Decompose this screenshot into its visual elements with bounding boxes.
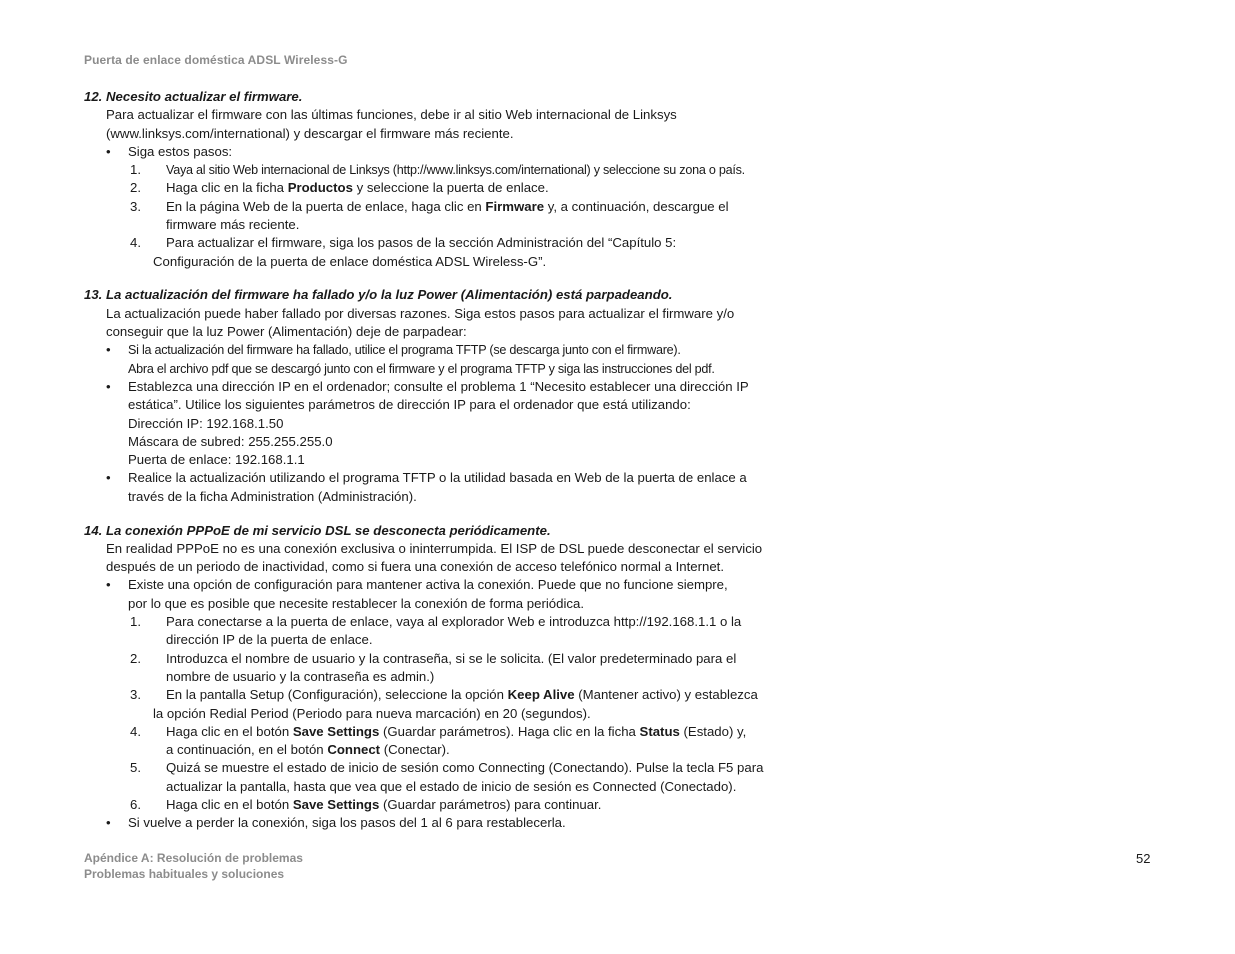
step-emphasis: Connect [327, 742, 381, 758]
question-number: 13. [84, 287, 103, 303]
step-number: 3. [130, 687, 141, 703]
bullet-item [84, 814, 784, 832]
footer [84, 850, 303, 882]
step-number: 2. [130, 650, 141, 666]
footer-section: Problemas habituales y soluciones [84, 867, 285, 881]
step-item [84, 796, 784, 814]
step-continuation: firmware más reciente. [166, 217, 300, 233]
bullet-text: Realice la actualización utilizando el programa TFTP o la utilidad basada en Web de la puerta de enlace a [128, 470, 747, 486]
step-emphasis: Save Settings [292, 796, 380, 812]
step-item [84, 234, 784, 271]
section-14 [84, 522, 784, 833]
step-text: Haga clic en el botón [166, 796, 293, 812]
step-continuation: actualizar la pantalla, hasta que vea que el estado de inicio de sesión es Connected (Conectado). [166, 778, 737, 794]
bullet-text: Abra el archivo pdf que se descargó junto con el firmware y el programa TFTP y siga las instrucciones del pdf. [128, 361, 715, 376]
question-number: 12. [84, 89, 103, 104]
intro-line: (www.linksys.com/international) y descargar el firmware más reciente. [106, 125, 514, 141]
step-text: Haga clic en la ficha [166, 180, 288, 196]
bullet-glyph: • [106, 342, 111, 358]
step-item [84, 198, 784, 235]
step-text: Quizá se muestre el estado de inicio de sesión como Connecting (Conectando). Pulse la tecla F5 para [166, 760, 764, 776]
step-text: Introduzca el nombre de usuario y la contraseña, si se le solicita. (El valor predeterminado para el [166, 650, 737, 666]
bullet-text: Si vuelve a perder la conexión, siga los pasos del 1 al 6 para restablecerla. [128, 815, 566, 831]
question-text: La conexión PPPoE de mi servicio DSL se desconecta periódicamente. [106, 522, 551, 538]
gateway-setting: Puerta de enlace: 192.168.1.1 [128, 452, 305, 468]
step-item [84, 179, 784, 197]
bullet-glyph: • [106, 143, 111, 159]
step-emphasis: Status [639, 723, 680, 739]
step-number: 4. [130, 235, 141, 251]
step-continuation: Configuración de la puerta de enlace doméstica ADSL Wireless-G”. [153, 253, 547, 269]
bullet-item [84, 143, 784, 161]
step-number: 2. [130, 180, 141, 196]
step-text: y, a continuación, descargue el [544, 198, 729, 214]
ip-address-setting: Dirección IP: 192.168.1.50 [128, 415, 284, 431]
step-continuation: dirección IP de la puerta de enlace. [166, 632, 373, 648]
step-number: 5. [130, 760, 141, 776]
question-title [84, 522, 784, 540]
footer-chapter: Apéndice A: Resolución de problemas [84, 851, 303, 865]
step-item [84, 161, 784, 179]
running-header: Puerta de enlace doméstica ADSL Wireless-G [84, 53, 348, 67]
bullet-text: Establezca una dirección IP en el ordenador; consulte el problema 1 “Necesito establecer una dirección IP [128, 378, 749, 394]
step-number: 1. [130, 614, 141, 630]
step-text: (Conectar). [380, 742, 450, 758]
bullet-text: través de la ficha Administration (Administración). [128, 488, 417, 504]
intro-line: después de un periodo de inactividad, como si fuera una conexión de acceso telefónico normal a Internet. [106, 559, 725, 575]
step-continuation [166, 741, 784, 759]
bullet-text: Existe una opción de configuración para mantener activa la conexión. Puede que no funcione siempre, [128, 577, 728, 593]
intro-line: La actualización puede haber fallado por diversas razones. Siga estos pasos para actualizar el firmware y/o [106, 305, 735, 321]
question-title [84, 286, 784, 304]
question-text: La actualización del firmware ha fallado y/o la luz Power (Alimentación) está parpadeando. [106, 287, 673, 303]
step-item [84, 650, 784, 687]
step-text: En la pantalla Setup (Configuración), seleccione la opción [166, 687, 508, 703]
step-text: a continuación, en el botón [166, 742, 328, 758]
bullet-text: estática”. Utilice los siguientes parámetros de dirección IP para el ordenador que está utilizando: [128, 397, 691, 413]
step-text: y seleccione la puerta de enlace. [352, 180, 549, 196]
bullet-glyph: • [106, 378, 111, 394]
step-item [84, 686, 784, 723]
section-12 [84, 88, 784, 271]
step-continuation: nombre de usuario y la contraseña es admin.) [166, 668, 435, 684]
step-text: (Guardar parámetros) para continuar. [379, 796, 602, 812]
intro-line: conseguir que la luz Power (Alimentación) deje de parpadear: [106, 324, 467, 340]
step-text: Para actualizar el firmware, siga los pasos de la sección Administración del “Capítulo 5: [166, 235, 677, 251]
question-number: 14. [84, 522, 103, 538]
step-emphasis: Save Settings [292, 723, 380, 739]
bullet-text: Si la actualización del firmware ha fallado, utilice el programa TFTP (se descarga junto con el firmware). [128, 343, 681, 358]
bullet-item [84, 378, 784, 469]
step-emphasis: Firmware [485, 198, 545, 214]
intro-line: En realidad PPPoE no es una conexión exclusiva o ininterrumpida. El ISP de DSL puede desconectar el servicio [106, 540, 763, 556]
step-emphasis: Keep Alive [507, 687, 575, 703]
step-text: Haga clic en el botón [166, 723, 293, 739]
intro-line: Para actualizar el firmware con las últimas funciones, debe ir al sitio Web internacional de Linksys [106, 107, 677, 123]
bullet-text: Siga estos pasos: [128, 143, 233, 159]
bullet-item [84, 469, 784, 506]
step-text: Para conectarse a la puerta de enlace, vaya al explorador Web e introduzca http://192.168.1.1 o la [166, 614, 742, 630]
step-list [84, 613, 784, 814]
bullet-glyph: • [106, 577, 111, 593]
bullet-glyph: • [106, 815, 111, 831]
step-text: En la página Web de la puerta de enlace, haga clic en [166, 198, 486, 214]
bullet-item [84, 576, 784, 613]
step-number: 3. [130, 198, 141, 214]
step-text: (Mantener activo) y establezca [574, 687, 758, 703]
question-text: Necesito actualizar el firmware. [106, 89, 303, 104]
step-number: 1. [130, 162, 141, 178]
document-body [84, 88, 784, 833]
bullet-text: por lo que es posible que necesite restablecer la conexión de forma periódica. [128, 595, 584, 611]
step-text: Vaya al sitio Web internacional de Linksys (http://www.linksys.com/international) y seleccione su zona o país. [166, 163, 745, 178]
step-item [84, 723, 784, 760]
step-item [84, 613, 784, 650]
step-item [84, 759, 784, 796]
step-text: (Estado) y, [679, 723, 747, 739]
question-title [84, 88, 784, 106]
bullet-item [84, 341, 784, 378]
step-number: 6. [130, 796, 141, 812]
subnet-mask-setting: Máscara de subred: 255.255.255.0 [128, 433, 333, 449]
page-number: 52 [1136, 851, 1151, 866]
section-13 [84, 286, 784, 506]
step-list [84, 161, 784, 271]
step-emphasis: Productos [287, 180, 353, 196]
step-number: 4. [130, 723, 141, 739]
bullet-glyph: • [106, 470, 111, 486]
step-text: (Guardar parámetros). Haga clic en la ficha [379, 723, 640, 739]
step-continuation: la opción Redial Period (Periodo para nueva marcación) en 20 (segundos). [153, 705, 591, 721]
